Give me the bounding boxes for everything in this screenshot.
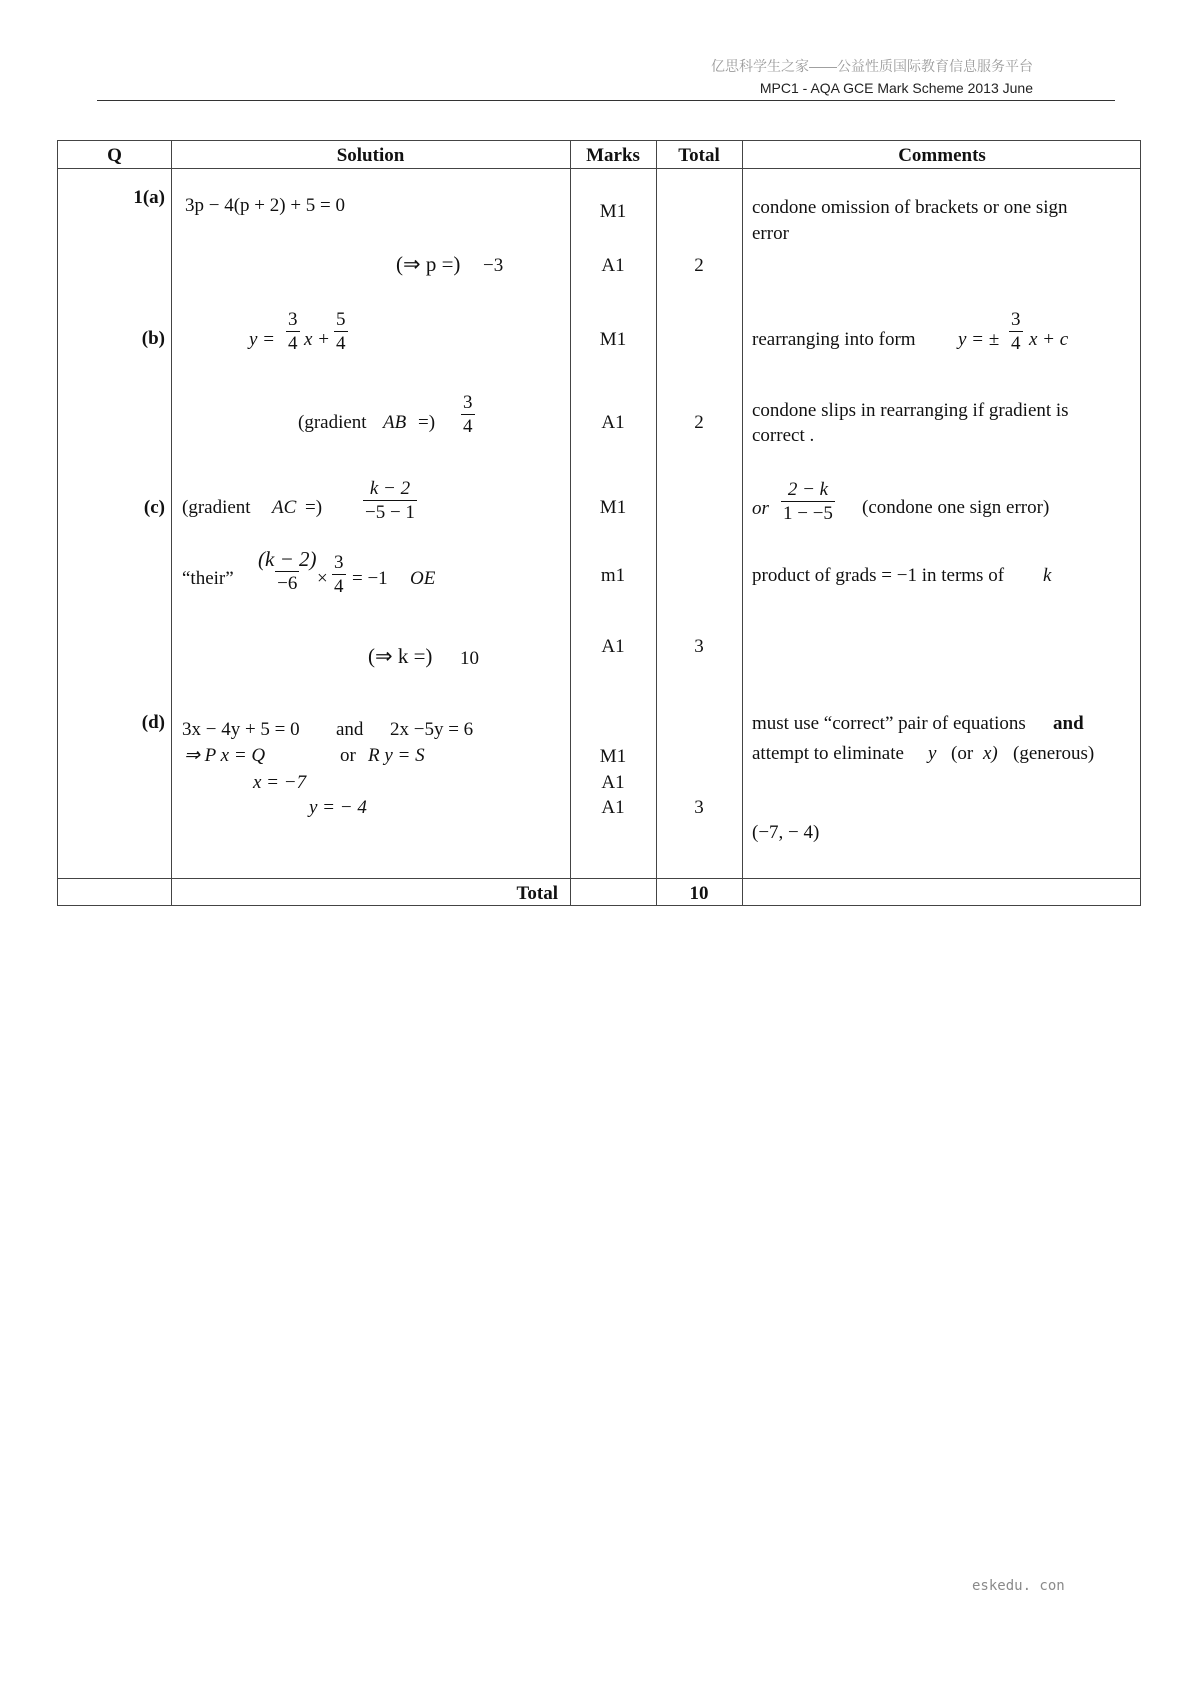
solution-d-and: and xyxy=(336,719,364,740)
solution-b-gradient-eq: =) xyxy=(418,412,436,433)
comment-b-line2: condone slips in rearranging if gradient is xyxy=(752,400,1069,421)
solution-a-line1: 3p − 4(p + 2) + 5 = 0 xyxy=(185,195,346,216)
solution-c-their: “their” xyxy=(182,568,234,589)
comment-b-line1-tail: x + c xyxy=(1029,329,1069,350)
comment-d-x: x) xyxy=(983,743,998,764)
fraction-numerator: 5 xyxy=(336,309,346,330)
comment-a-line1: condone omission of brackets or one sign xyxy=(752,197,1068,218)
solution-b-y: y = xyxy=(249,329,276,350)
comment-c-k: k xyxy=(1043,565,1052,586)
solution-d-eq2: 2x −5y = 6 xyxy=(390,719,474,740)
solution-c-times: × xyxy=(317,568,328,589)
footer-site-text: eskedu. con xyxy=(972,1578,1065,1594)
mark-scheme-table xyxy=(57,140,1141,906)
comment-c-product: product of grads = −1 in terms of xyxy=(752,565,1005,586)
fraction-denominator: 4 xyxy=(1011,332,1021,354)
comment-c-fraction xyxy=(781,479,835,525)
solution-b-gradient-label: (gradient xyxy=(298,412,367,433)
fraction-denominator: −5 − 1 xyxy=(365,501,415,523)
total-value: 10 xyxy=(689,883,709,904)
column-header-comments: Comments xyxy=(898,145,986,166)
comment-b-line1-form: y = ± xyxy=(958,329,1000,350)
question-label-c: (c) xyxy=(143,497,165,518)
comment-a-line2: error xyxy=(752,223,789,244)
comment-d-and: and xyxy=(1053,713,1084,734)
comment-c-or: or xyxy=(752,498,769,519)
solution-c-equals-minus-one: = −1 xyxy=(352,568,388,589)
fraction-numerator: k − 2 xyxy=(369,478,411,499)
question-label-d: (d) xyxy=(141,712,165,733)
site-watermark-line: 亿思科学生之家——公益性质国际教育信息服务平台 xyxy=(711,58,1033,74)
comment-c-sign-error: (condone one sign error) xyxy=(862,497,1050,518)
fraction-numerator: (k − 2) xyxy=(258,547,317,571)
comment-b-line1-text: rearranging into form xyxy=(752,329,916,350)
solution-d-eq1: 3x − 4y + 5 = 0 xyxy=(182,719,300,740)
solution-d-or: or xyxy=(340,745,356,766)
solution-b-x: x + xyxy=(304,329,331,350)
mark-d-3: A1 xyxy=(601,797,625,818)
mark-c-3: A1 xyxy=(601,636,625,657)
fraction-denominator: 1 − −5 xyxy=(783,502,833,524)
solution-d-y-value: y = − 4 xyxy=(309,797,367,818)
solution-c-oe: OE xyxy=(410,568,436,589)
solution-d-elim-y: R y = S xyxy=(368,745,425,766)
mark-b-2: A1 xyxy=(601,412,625,433)
fraction-numerator: 2 − k xyxy=(787,479,829,500)
comment-d-line2-text: attempt to eliminate xyxy=(752,743,904,764)
column-divider xyxy=(742,141,743,905)
solution-b-gradient-value xyxy=(461,392,475,438)
column-header-marks: Marks xyxy=(586,145,640,166)
column-header-solution: Solution xyxy=(336,145,405,166)
solution-c-gradient-fraction xyxy=(363,478,417,524)
total-d: 3 xyxy=(694,797,704,818)
fraction-numerator: 3 xyxy=(463,392,473,413)
solution-c-line3-lead: (⇒ k =) xyxy=(368,644,433,668)
solution-a-answer: −3 xyxy=(483,255,504,276)
comment-d-or: (or xyxy=(951,743,974,764)
comment-d-generous: (generous) xyxy=(1013,743,1095,764)
total-row-divider xyxy=(58,878,1140,879)
column-header-q: Q xyxy=(107,145,122,166)
fraction-numerator: 3 xyxy=(1011,309,1021,330)
fraction-denominator: 4 xyxy=(334,575,344,597)
solution-c-three-quarters xyxy=(332,552,346,598)
solution-c-gradient-label: (gradient xyxy=(182,497,251,518)
mark-d-1: M1 xyxy=(599,746,627,767)
comment-d-answer: (−7, − 4) xyxy=(752,822,820,843)
comment-b-line3: correct . xyxy=(752,425,815,446)
fraction-numerator: 3 xyxy=(288,309,298,330)
fraction-denominator: 4 xyxy=(336,332,346,354)
solution-c-answer: 10 xyxy=(460,648,479,669)
solution-a-line2-lead: (⇒ p =) xyxy=(396,252,461,276)
fraction-denominator: 4 xyxy=(463,415,473,437)
solution-d-x-value: x = −7 xyxy=(253,772,307,793)
fraction-denominator: 4 xyxy=(288,332,298,354)
solution-c-gradient-ac: AC xyxy=(272,497,297,518)
total-a: 2 xyxy=(694,255,704,276)
document-title: MPC1 - AQA GCE Mark Scheme 2013 June xyxy=(759,80,1033,96)
solution-d-elim-x: ⇒ P x = Q xyxy=(184,745,266,766)
mark-c-1: M1 xyxy=(599,497,627,518)
header-row-divider xyxy=(58,168,1140,169)
solution-c-gradient-eq: =) xyxy=(305,497,323,518)
fraction-denominator: −6 xyxy=(277,573,298,595)
comment-b-fraction xyxy=(1009,309,1023,355)
total-b: 2 xyxy=(694,412,704,433)
fraction-numerator: 3 xyxy=(334,552,344,573)
mark-d-2: A1 xyxy=(601,772,625,793)
column-header-total: Total xyxy=(678,145,720,166)
solution-b-fraction-2 xyxy=(334,309,348,355)
header-rule xyxy=(97,100,1115,101)
solution-b-fraction-1 xyxy=(286,309,300,355)
comment-d-y: y xyxy=(928,743,937,764)
total-label: Total xyxy=(516,883,558,904)
mark-b-1: M1 xyxy=(599,329,627,350)
mark-a-1: M1 xyxy=(599,201,627,222)
mark-a-2: A1 xyxy=(601,255,625,276)
comment-d-line1: must use “correct” pair of equations xyxy=(752,713,1026,734)
column-divider xyxy=(171,141,172,905)
question-label-b: (b) xyxy=(141,328,165,349)
mark-c-2: m1 xyxy=(600,565,626,586)
question-label-1a: 1(a) xyxy=(133,187,165,208)
total-c: 3 xyxy=(694,636,704,657)
solution-c-their-fraction xyxy=(256,547,318,595)
solution-b-gradient-ab: AB xyxy=(383,412,407,433)
